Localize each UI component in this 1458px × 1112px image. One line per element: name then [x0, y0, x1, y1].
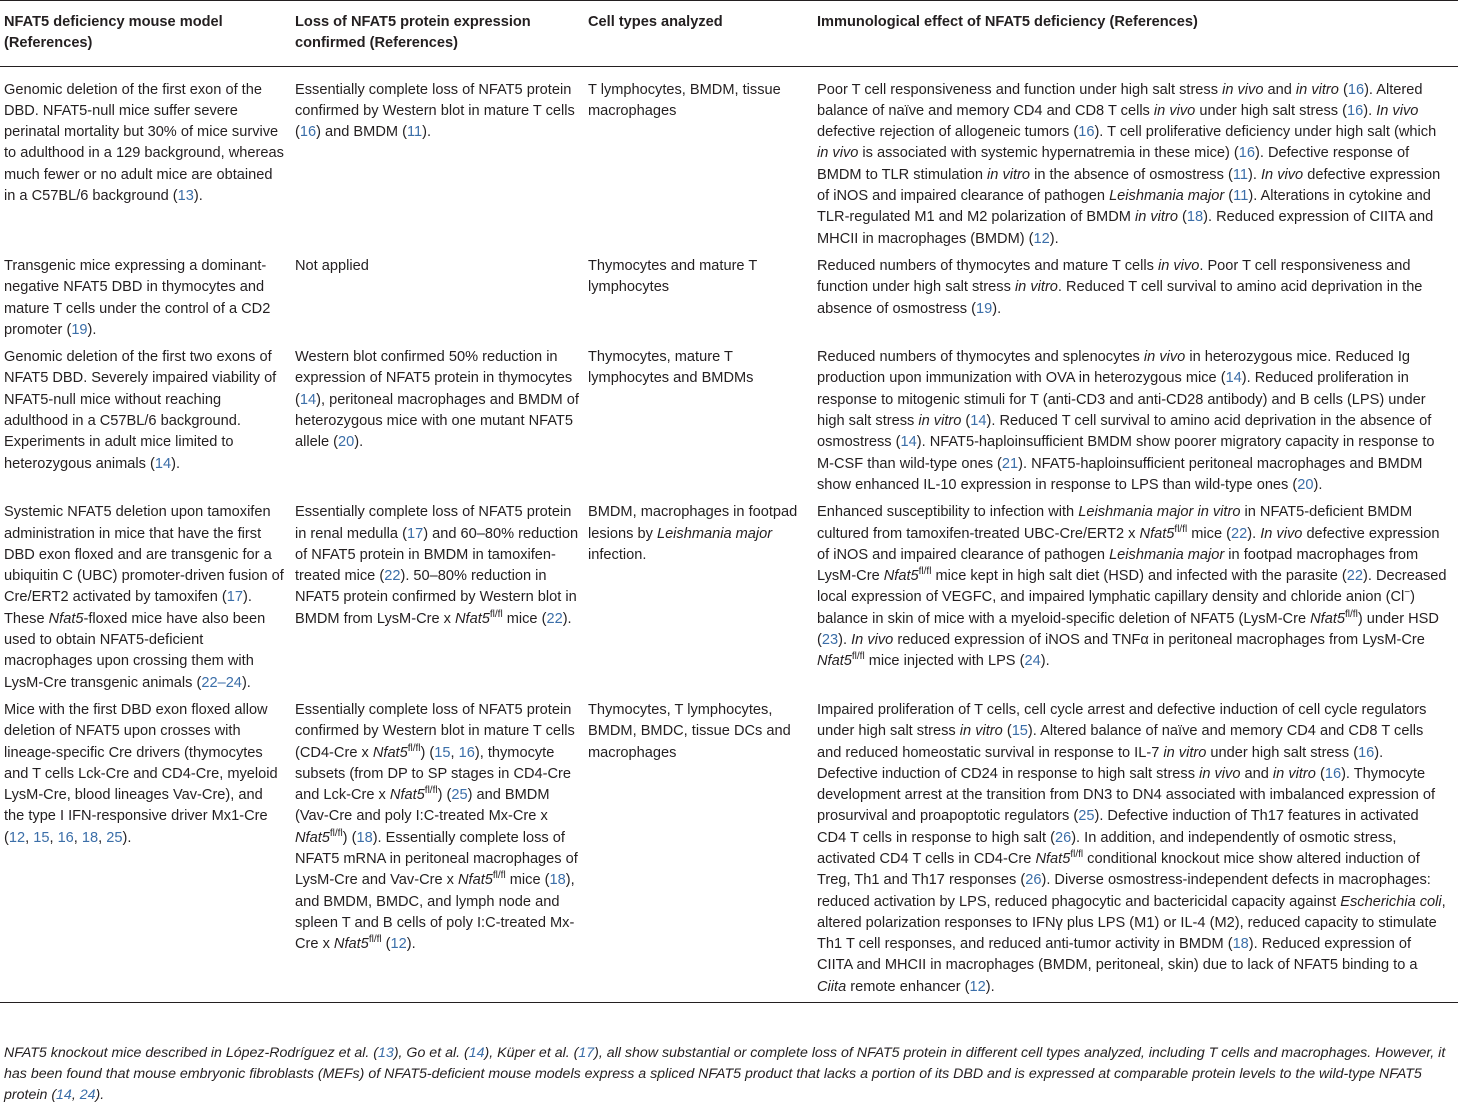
text-segment: mice (	[505, 872, 550, 889]
text-segment: Reduced numbers of thymocytes and mature T cells	[817, 257, 1158, 274]
text-segment: Essentially complete loss of NFAT5 protein confirmed by Western blot in mature T cells (	[295, 81, 575, 141]
text-segment: Reduced numbers of thymocytes and splenocytes	[817, 349, 1144, 366]
italic-text: in vivo	[1157, 257, 1200, 274]
text-segment: ). Alterations in cytokine and TLR-regulated M1 and M2 polarization of BMDM	[817, 188, 1431, 226]
text-segment: ) (	[342, 829, 357, 846]
reference-link[interactable]: 17	[406, 525, 424, 542]
text-segment: ) (	[420, 744, 435, 761]
reference-link[interactable]: 22–24	[201, 674, 242, 691]
reference-link[interactable]: 16	[57, 829, 74, 846]
text-segment: (	[381, 936, 391, 953]
header-protein-loss: Loss of NFAT5 protein expression confirmed (References)	[295, 1, 588, 67]
cell-immunological-effect	[817, 347, 1458, 502]
italic-text: in vitro	[1014, 279, 1058, 296]
text-segment: ).	[1040, 653, 1050, 670]
text-segment: ), Go et al. (	[393, 1045, 469, 1061]
superscript-text: fl/fl	[492, 870, 506, 882]
cell-cell-types	[588, 347, 817, 502]
text-segment: in the absence of osmostress (	[1030, 166, 1233, 183]
italic-text: in vivo	[1143, 349, 1186, 366]
text-segment: ). Reduced proliferation in response to mitogenic stimuli for T (anti-CD3 and anti-CD28 antibody) and B cells (LPS) under high salt stress	[817, 370, 1426, 430]
header-immunological-effect: Immunological effect of NFAT5 deficiency (References)	[817, 1, 1458, 67]
text-segment: ).	[354, 434, 364, 451]
reference-link[interactable]: 13	[177, 188, 194, 205]
reference-link[interactable]: 17	[226, 589, 244, 606]
text-segment: Transgenic mice expressing a dominant-negative NFAT5 DBD in thymocytes and mature T cells under the control of a CD2 promoter (	[4, 257, 271, 338]
text-segment: ), Küper et al. (	[484, 1045, 579, 1061]
text-segment: . Poor T cell responsiveness and function under high salt stress	[817, 257, 1411, 296]
text-segment: in footpad macrophages from LysM-Cre	[817, 546, 1419, 585]
reference-link[interactable]: 18	[1232, 936, 1249, 953]
text-segment: ).	[87, 321, 97, 338]
italic-text: in vitro	[1134, 209, 1178, 226]
text-segment: ) under HSD (	[817, 610, 1439, 649]
text-segment: Poor T cell responsiveness and function under high salt stress	[817, 81, 1223, 98]
text-segment: , altered polarization responses to IFNγ plus LPS (M1) or IL-4 (M2), reduced capacity to stimulate Th1 T cell responses, and reduced anti-tumor activity in BMDM (	[817, 893, 1446, 953]
italic-text: in vivo	[1222, 81, 1264, 98]
table-header-row	[0, 1, 1458, 67]
reference-link[interactable]: 15	[1011, 723, 1028, 740]
table-row	[0, 66, 1458, 256]
text-segment: ). Reduced expression of CIITA and MHCII in macrophages (BMDM) (	[817, 209, 1434, 247]
text-segment: ). Essentially complete loss of NFAT5 mRNA in peritoneal macrophages of LysM-Cre and Vav-Cre x	[295, 829, 578, 889]
reference-link[interactable]: 18	[1186, 209, 1204, 226]
text-segment: ). Defective response of BMDM to TLR stimulation	[817, 145, 1410, 183]
text-segment: Systemic NFAT5 deletion upon tamoxifen administration in mice that have the first DBD exon floxed and are transgenic for a ubiquitin C (UBC) promoter-driven fusion of Cre/ERT2 activated by tamoxifen (	[4, 504, 284, 606]
text-segment: ) and 60–80% reduction of NFAT5 protein in BMDM in tamoxifen-treated mice (	[295, 525, 579, 585]
text-segment: Genomic deletion of the first two exons of NFAT5 DBD. Severely impaired viability of NFAT5-null mice without reaching adulthood in a C57BL/6 background. Experiments in adult mice limited to heterozygous animals (	[4, 349, 277, 472]
reference-link[interactable]: 14	[299, 391, 317, 408]
text-segment: ).	[193, 188, 203, 205]
italic-text: Nfat5	[455, 610, 490, 627]
text-segment: -floxed mice have also been used to obtain NFAT5-deficient macrophages upon crossing them with LysM-Cre transgenic animals (	[4, 610, 266, 691]
italic-text: Leishmania major in vitro	[1078, 504, 1241, 521]
italic-text: in vivo	[1199, 765, 1241, 782]
reference-link[interactable]: 11	[1233, 188, 1249, 205]
reference-link[interactable]: 16	[1358, 744, 1375, 761]
text-segment: ), and BMDM, BMDC, and lymph node and spleen T and B cells of poly I:C-treated Mx-Cre x	[295, 872, 575, 953]
text-segment: BMDM, macrophages in footpad lesions by	[588, 504, 798, 542]
italic-text: In vivo	[1376, 102, 1419, 119]
italic-text: in vitro	[987, 166, 1031, 183]
reference-link[interactable]: 25	[1078, 808, 1095, 825]
superscript-text: fl/fl	[489, 608, 503, 620]
text-segment: ).	[985, 978, 995, 995]
text-segment: and	[1240, 765, 1273, 782]
text-segment: Essentially complete loss of NFAT5 protein in renal medulla (	[295, 504, 572, 542]
text-segment: ), all show substantial or complete loss of NFAT5 protein in different cell types analyzed, including T cells and macrophages. However, it has been found that mouse embryonic fibroblasts (MEFs) of NFAT5-deficient mouse models express a spliced NFAT5 product that lacks a portion of its DBD and is expressed at comparable protein levels to the wild-type NFAT5 protein (	[4, 1045, 1446, 1103]
text-segment: ). Diverse osmostress-independent defects in macrophages: reduced activation by LPS, reduced phagocytic and bactericidal capacity against	[817, 872, 1431, 910]
cell-protein-loss	[295, 700, 588, 1003]
text-segment: Impaired proliferation of T cells, cell cycle arrest and defective induction of cell cycle regulators under high salt stress	[817, 701, 1427, 740]
superscript-text: fl/fl	[424, 785, 438, 797]
italic-text: Nfat5	[1139, 525, 1175, 542]
italic-text: in vitro	[1295, 81, 1339, 98]
cell-mouse-model	[0, 256, 295, 347]
cell-mouse-model	[0, 700, 295, 1003]
reference-link[interactable]: 16	[1347, 81, 1365, 98]
italic-text: In vivo	[1260, 525, 1303, 542]
text-segment: defective rejection of allogeneic tumors (	[817, 124, 1079, 141]
text-segment: ).	[992, 300, 1002, 317]
superscript-text: −	[1404, 587, 1411, 599]
reference-link[interactable]: 24	[79, 1087, 96, 1103]
reference-link[interactable]: 14	[468, 1045, 485, 1061]
cell-protein-loss	[295, 502, 588, 700]
text-segment: ). NFAT5-haploinsufficient BMDM show poorer migratory capacity in response to M-CSF than wild-type ones (	[817, 434, 1435, 472]
text-segment: ) and BMDM (Vav-Cre and poly I:C-treated Mx-Cre x	[295, 787, 550, 825]
reference-link[interactable]: 12	[390, 936, 407, 953]
text-segment: (	[1315, 765, 1325, 782]
text-segment: remote enhancer (	[846, 978, 970, 995]
text-segment: ). NFAT5-haploinsufficient peritoneal macrophages and BMDM show enhanced IL-10 expression in response to LPS than wild-type ones (	[817, 455, 1423, 493]
text-segment: ), peritoneal macrophages and BMDM of heterozygous mice with one mutant NFAT5 allele (	[295, 391, 579, 451]
text-segment: ).	[562, 610, 572, 627]
reference-link[interactable]: 25	[106, 829, 123, 846]
reference-link[interactable]: 16	[1078, 124, 1095, 141]
italic-text: in vitro	[1272, 765, 1316, 782]
reference-link[interactable]: 21	[1001, 455, 1019, 472]
text-segment: ), thymocyte subsets (from DP to SP stages in CD4-Cre and Lck-Cre x	[295, 744, 572, 804]
italic-text: Leishmania major	[656, 525, 773, 542]
superscript-text: fl/fl	[368, 934, 382, 946]
cell-immunological-effect	[817, 66, 1458, 256]
text-segment: ). These	[4, 589, 252, 627]
reference-link[interactable]: 23	[821, 632, 839, 649]
reference-link[interactable]: 16	[299, 124, 317, 141]
text-segment: ). Reduced expression of CIITA and MHCII in macrophages (BMDM, peritoneal, skin) due to lack of NFAT5 binding to a	[817, 936, 1418, 974]
reference-link[interactable]: 16	[1238, 145, 1255, 162]
reference-link[interactable]: 18	[81, 829, 99, 846]
cell-cell-types	[588, 700, 817, 1003]
table-footnote	[4, 1043, 1454, 1106]
reference-link[interactable]: 13	[378, 1045, 394, 1061]
text-segment: (	[1002, 723, 1012, 740]
text-segment: ). Defective induction of Th17 features in activated CD4 T cells in response to high salt (	[817, 808, 1419, 846]
text-segment: under high salt stress (	[1206, 744, 1359, 761]
text-segment: under high salt stress (	[1195, 102, 1347, 119]
text-segment: ,	[450, 744, 459, 761]
italic-text: In vivo	[1260, 166, 1304, 183]
cell-immunological-effect	[817, 502, 1458, 700]
italic-text: Nfat5	[372, 744, 408, 761]
text-segment: ).	[422, 124, 432, 141]
italic-text: Leishmania major	[1109, 188, 1225, 205]
reference-link[interactable]: 12	[8, 829, 26, 846]
cell-protein-loss	[295, 66, 588, 256]
text-segment: ,	[73, 829, 82, 846]
cell-cell-types	[588, 66, 817, 256]
superscript-text: fl/fl	[329, 827, 343, 839]
table-row	[0, 347, 1458, 502]
reference-link[interactable]: 22	[384, 568, 401, 585]
text-segment: in NFAT5-deficient BMDM cultured from tamoxifen-treated UBC-Cre/ERT2 x	[817, 504, 1413, 542]
text-segment: ).	[122, 829, 132, 846]
italic-text: Nfat5	[389, 787, 425, 804]
reference-link[interactable]: 19	[975, 300, 993, 317]
reference-link[interactable]: 22	[1346, 568, 1363, 585]
reference-link[interactable]: 24	[1024, 653, 1041, 670]
reference-link[interactable]: 16	[1324, 765, 1342, 782]
text-segment: T lymphocytes, BMDM, tissue macrophages	[588, 81, 781, 119]
italic-text: Ciita	[817, 978, 847, 995]
italic-text: Leishmania major	[1109, 546, 1225, 563]
text-segment: (	[1338, 81, 1348, 98]
table-row	[0, 256, 1458, 347]
text-segment: NFAT5 knockout mice described in López-Rodríguez et al. (	[4, 1045, 379, 1061]
header-mouse-model: NFAT5 deficiency mouse model (References)	[0, 1, 295, 67]
cell-immunological-effect	[817, 700, 1458, 1003]
reference-link[interactable]: 14	[154, 455, 172, 472]
table-row	[0, 700, 1458, 1003]
superscript-text: fl/fl	[1070, 848, 1084, 860]
text-segment: ). Defective induction of CD24 in response to high salt stress	[817, 744, 1384, 782]
text-segment: ). 50–80% reduction in NFAT5 protein confirmed by Western blot in BMDM from LysM-Cre x	[295, 568, 577, 627]
text-segment: ).	[241, 674, 251, 691]
italic-text: in vivo	[1153, 102, 1196, 119]
italic-text: in vitro	[959, 723, 1003, 740]
text-segment: ). Decreased local expression of VEGFC, and impaired lymphatic capillary density and chloride anion (Cl	[817, 568, 1447, 606]
italic-text: Nfat5	[48, 610, 84, 627]
text-segment: Thymocytes, mature T lymphocytes and BMDMs	[588, 349, 754, 387]
text-segment: defective expression of iNOS and impaired clearance of pathogen	[817, 166, 1441, 205]
table-row	[0, 502, 1458, 700]
text-segment: ) balance in skin of mice with a myeloid-specific deletion of NFAT5 (LysM-Cre	[817, 589, 1415, 627]
text-segment: Mice with the first DBD exon floxed allow deletion of NFAT5 upon crosses with lineage-specific Cre drivers (thymocytes and T cells Lck-Cre and CD4-Cre, myeloid LysM-Cre, blood lineages Vav-Cre), and the type I IFN-responsive driver Mx1-Cre (	[4, 701, 278, 846]
reference-link[interactable]: 16	[458, 744, 475, 761]
text-segment: and	[1263, 81, 1296, 98]
reference-link[interactable]: 18	[549, 872, 566, 889]
italic-text: in vitro	[1163, 744, 1207, 761]
text-segment: ). In addition, and independently of osmotic stress, activated CD4 T cells in CD4-Cre	[817, 829, 1397, 867]
text-segment: ). T cell proliferative deficiency under high salt (which	[1094, 124, 1437, 141]
cell-protein-loss	[295, 256, 588, 347]
reference-link[interactable]: 14	[56, 1087, 72, 1103]
reference-link[interactable]: 11	[1232, 166, 1248, 183]
text-segment: ). Reduced T cell survival to amino acid deprivation in the absence of osmostress (	[817, 413, 1432, 451]
text-segment: ).	[1313, 476, 1323, 493]
text-segment: mice injected with LPS (	[864, 653, 1025, 670]
reference-link[interactable]: 18	[356, 829, 373, 846]
reference-link[interactable]: 11	[406, 124, 423, 141]
text-segment: reduced expression of iNOS and TNFα in peritoneal macrophages from LysM-Cre	[893, 632, 1425, 649]
cell-mouse-model	[0, 502, 295, 700]
italic-text: Nfat5	[817, 653, 852, 670]
superscript-text: fl/fl	[1174, 523, 1188, 535]
text-segment: mice kept in high salt diet (HSD) and infected with the parasite (	[931, 568, 1347, 585]
text-segment: Thymocytes and mature T lymphocytes	[588, 257, 757, 296]
reference-link[interactable]: 26	[1054, 829, 1072, 846]
reference-link[interactable]: 26	[1025, 872, 1042, 889]
reference-link[interactable]: 12	[1033, 230, 1050, 247]
cell-mouse-model	[0, 347, 295, 502]
text-segment: ). Thymocyte development arrest at the transition from DN3 to DN4 associated with imbalanced expression of prosurvival and proapoptotic regulators (	[817, 765, 1436, 825]
italic-text: Nfat5	[1310, 610, 1346, 627]
cell-cell-types	[588, 502, 817, 700]
cell-mouse-model	[0, 66, 295, 256]
text-segment: (	[1177, 209, 1187, 226]
text-segment: ) (	[437, 787, 452, 804]
superscript-text: fl/fl	[851, 651, 865, 663]
text-segment: ,	[98, 829, 107, 846]
text-segment: conditional knockout mice show altered induction of Treg, Th1 and Th17 responses (	[817, 850, 1420, 889]
italic-text: Nfat5	[333, 936, 369, 953]
reference-link[interactable]: 17	[578, 1045, 595, 1061]
reference-link[interactable]: 19	[71, 321, 88, 338]
text-segment: ).	[1363, 102, 1377, 119]
text-segment: ,	[49, 829, 58, 846]
text-segment: ). Altered balance of naïve and memory CD4 and CD8 T cells	[817, 81, 1423, 119]
header-cell-types: Cell types analyzed	[588, 1, 817, 67]
reference-link[interactable]: 12	[969, 978, 986, 995]
text-segment: in heterozygous mice. Reduced Ig production upon immunization with OVA in heterozygous mice (	[817, 349, 1411, 387]
text-segment: (	[1224, 188, 1234, 205]
cell-immunological-effect	[817, 256, 1458, 347]
text-segment: ,	[71, 1087, 80, 1103]
superscript-text: fl/fl	[1345, 608, 1358, 620]
text-segment: ).	[406, 936, 416, 953]
cell-protein-loss	[295, 347, 588, 502]
text-segment: (	[961, 413, 971, 430]
reference-link[interactable]: 22	[546, 610, 563, 627]
italic-text: in vivo	[817, 145, 859, 162]
text-segment: ,	[25, 829, 34, 846]
text-segment: mice (	[502, 610, 547, 627]
text-segment: Western blot confirmed 50% reduction in expression of NFAT5 protein in thymocytes (	[295, 349, 573, 408]
italic-text: Nfat5	[1035, 850, 1071, 867]
italic-text: in vitro	[918, 413, 962, 430]
reference-link[interactable]: 25	[451, 787, 468, 804]
table-body	[0, 66, 1458, 1002]
text-segment: Essentially complete loss of NFAT5 protein confirmed by Western blot in mature T cells (CD4-Cre x	[295, 701, 575, 761]
text-segment: ).	[171, 455, 181, 472]
text-segment: mice (	[1187, 525, 1231, 542]
superscript-text: fl/fl	[407, 742, 421, 754]
text-segment: ) and BMDM (	[316, 124, 407, 141]
text-segment: ).	[95, 1087, 105, 1103]
cell-cell-types	[588, 256, 817, 347]
italic-text: Nfat5	[458, 872, 493, 889]
reference-link[interactable]: 14	[900, 434, 917, 451]
reference-link[interactable]: 20	[338, 434, 355, 451]
text-segment: . Reduced T cell survival to amino acid deprivation in the absence of osmostress (	[817, 279, 1423, 317]
text-segment: Enhanced susceptibility to infection with	[817, 504, 1079, 521]
reference-link[interactable]: 22	[1230, 525, 1248, 542]
reference-link[interactable]: 15	[434, 744, 451, 761]
text-segment: is associated with systemic hypernatremia in these mice) (	[858, 145, 1239, 162]
reference-link[interactable]: 20	[1297, 476, 1314, 493]
text-segment: Thymocytes, T lymphocytes, BMDM, BMDC, tissue DCs and macrophages	[588, 701, 791, 761]
italic-text: Nfat5	[295, 829, 330, 846]
superscript-text: fl/fl	[918, 566, 932, 578]
reference-link[interactable]: 15	[33, 829, 50, 846]
text-segment: ). Altered balance of naïve and memory CD4 and CD8 T cells and reduced homeostatic survival in response to IL-7	[817, 723, 1424, 761]
text-segment: defective expression of iNOS and impaired clearance of pathogen	[817, 525, 1440, 563]
text-segment: Not applied	[295, 257, 369, 274]
italic-text: Escherichia coli	[1340, 893, 1442, 910]
reference-link[interactable]: 14	[1225, 370, 1242, 387]
text-segment: ).	[1049, 230, 1059, 247]
reference-link[interactable]: 14	[970, 413, 987, 430]
italic-text: Nfat5	[883, 568, 919, 585]
text-segment: ).	[838, 632, 852, 649]
reference-link[interactable]: 16	[1346, 102, 1364, 119]
italic-text: In vivo	[851, 632, 894, 649]
text-segment: ).	[1247, 166, 1261, 183]
text-segment: Genomic deletion of the first exon of the DBD. NFAT5-null mice suffer severe perinatal mortality but 30% of mice survive to adulthood in a 129 background, whereas much fewer or no adult mice are obtained in a C57BL/6 background (	[4, 81, 284, 205]
text-segment: ).	[1247, 525, 1261, 542]
text-segment: infection.	[588, 546, 647, 563]
